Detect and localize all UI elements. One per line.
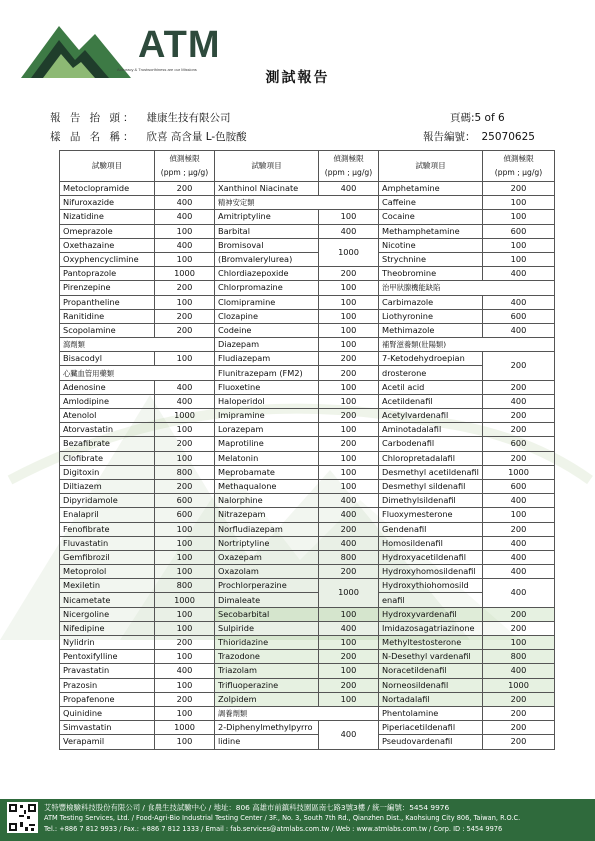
detection-limit-cell: 200 (319, 650, 379, 664)
test-item-cell: Triazolam (215, 664, 319, 678)
test-item-cell: Omeprazole (60, 224, 155, 238)
test-item-cell: Caffeine (379, 196, 483, 210)
detection-limit-cell: 600 (483, 479, 555, 493)
detection-limit-cell: 100 (319, 692, 379, 706)
test-item-cell: Sulpiride (215, 621, 319, 635)
test-item-cell: 2-Diphenylmethylpyrro (215, 721, 319, 735)
test-item-cell: Lorazepam (215, 423, 319, 437)
test-item-cell: Methaqualone (215, 479, 319, 493)
detection-limit-cell: 1000 (483, 678, 555, 692)
detection-limit-cell: 200 (483, 621, 555, 635)
detection-limit-cell: 100 (319, 465, 379, 479)
results-table (59, 150, 555, 750)
test-item-cell: Fenofibrate (60, 522, 155, 536)
table-row (60, 479, 555, 493)
detection-limit-cell: 400 (483, 394, 555, 408)
detection-limit-cell: 1000 (483, 465, 555, 479)
test-item-cell: Pseudovardenafil (379, 735, 483, 749)
detection-limit-cell: 100 (155, 451, 215, 465)
category-cell: 調養劑類 (215, 706, 379, 720)
detection-limit-cell: 600 (155, 508, 215, 522)
detection-limit-cell: 200 (483, 380, 555, 394)
table-row (60, 437, 555, 451)
detection-limit-cell: 400 (483, 579, 555, 607)
table-row (60, 423, 555, 437)
detection-limit-cell: 400 (319, 508, 379, 522)
test-item-cell: Nizatidine (60, 210, 155, 224)
detection-limit-cell: 100 (155, 224, 215, 238)
detection-limit-cell: 100 (483, 636, 555, 650)
detection-limit-cell: 800 (155, 465, 215, 479)
test-item-cell: Piperiacetildenafil (379, 721, 483, 735)
detection-limit-cell: 400 (319, 536, 379, 550)
test-item-cell: Dimaleate (215, 593, 319, 607)
header-limit: 偵測極限 (ppm ; μg/g) (319, 151, 379, 182)
table-row (60, 706, 555, 720)
detection-limit-cell: 100 (319, 479, 379, 493)
test-item-cell: Fludiazepam (215, 352, 319, 366)
table-row (60, 224, 555, 238)
test-item-cell: Barbital (215, 224, 319, 238)
detection-limit-cell: 1000 (319, 238, 379, 266)
detection-limit-cell: 200 (483, 522, 555, 536)
test-item-cell: Dipyridamole (60, 494, 155, 508)
footer-contact: Tel.: +886 7 812 9933 / Fax.: +886 7 812 1333 / Email : fab.services@atmlabs.com.tw / Web : www.atmlabs.com.tw / Corp. ID : 5454 9976 (44, 825, 503, 833)
detection-limit-cell: 100 (155, 352, 215, 366)
detection-limit-cell: 200 (319, 352, 379, 366)
detection-limit-cell: 100 (319, 607, 379, 621)
test-item-cell: Clozapine (215, 309, 319, 323)
detection-limit-cell: 200 (319, 366, 379, 380)
test-item-cell: Nalorphine (215, 494, 319, 508)
test-item-cell: Amitriptyline (215, 210, 319, 224)
sample-row (50, 129, 247, 144)
page-number: 頁碼:5 of 6 (450, 112, 505, 124)
sample-value: 欣喜 高含量 L-色胺酸 (146, 131, 247, 143)
test-item-cell: Clofibrate (60, 451, 155, 465)
detection-limit-cell: 100 (319, 423, 379, 437)
table-row (60, 252, 555, 266)
test-item-cell: Fluvastatin (60, 536, 155, 550)
test-item-cell: Hydroxythiohomosild (379, 579, 483, 593)
table-row (60, 636, 555, 650)
test-item-cell: Atorvastatin (60, 423, 155, 437)
category-cell: 心臟血管用藥類 (60, 366, 215, 380)
test-item-cell: Cocaine (379, 210, 483, 224)
test-item-cell: Amlodipine (60, 394, 155, 408)
detection-limit-cell: 100 (155, 252, 215, 266)
table-row (60, 182, 555, 196)
detection-limit-cell: 400 (319, 494, 379, 508)
detection-limit-cell: 100 (319, 380, 379, 394)
detection-limit-cell: 400 (483, 565, 555, 579)
table-row (60, 451, 555, 465)
detection-limit-cell: 100 (319, 636, 379, 650)
detection-limit-cell: 400 (155, 238, 215, 252)
table-row (60, 621, 555, 635)
detection-limit-cell: 200 (483, 423, 555, 437)
test-item-cell: Zolpidem (215, 692, 319, 706)
table-row (60, 579, 555, 593)
table-row (60, 664, 555, 678)
test-item-cell: Melatonin (215, 451, 319, 465)
detection-limit-cell: 200 (483, 735, 555, 749)
table-row (60, 522, 555, 536)
table-row (60, 196, 555, 210)
detection-limit-cell: 400 (155, 380, 215, 394)
detection-limit-cell: 200 (155, 636, 215, 650)
table-row (60, 678, 555, 692)
detection-limit-cell: 200 (319, 267, 379, 281)
table-row (60, 692, 555, 706)
test-item-cell: Pravastatin (60, 664, 155, 678)
header-item: 試驗項目 (60, 151, 155, 182)
detection-limit-cell: 100 (155, 565, 215, 579)
detection-limit-cell: 100 (319, 323, 379, 337)
detection-limit-cell: 1000 (155, 409, 215, 423)
test-item-cell: Diazepam (215, 338, 319, 352)
detection-limit-cell: 1000 (319, 579, 379, 607)
detection-limit-cell: 100 (319, 309, 379, 323)
test-item-cell: Carbodenafil (379, 437, 483, 451)
report-number-row (423, 129, 535, 144)
detection-limit-cell: 100 (155, 423, 215, 437)
detection-limit-cell: 400 (319, 182, 379, 196)
test-item-cell: lidine (215, 735, 319, 749)
detection-limit-cell: 100 (319, 210, 379, 224)
test-item-cell: drosterone (379, 366, 483, 380)
test-item-cell: Dimethylsildenafil (379, 494, 483, 508)
test-item-cell: Adenosine (60, 380, 155, 394)
test-item-cell: Acetildenafil (379, 394, 483, 408)
detection-limit-cell: 400 (483, 295, 555, 309)
detection-limit-cell: 400 (483, 323, 555, 337)
detection-limit-cell: 200 (319, 437, 379, 451)
logo-tagline: Accuracy & Trustworthiness are our Missions (117, 67, 197, 72)
test-item-cell: Nylidrin (60, 636, 155, 650)
detection-limit-cell: 400 (319, 721, 379, 749)
test-item-cell: Nicotine (379, 238, 483, 252)
detection-limit-cell: 200 (155, 323, 215, 337)
detection-limit-cell: 400 (483, 664, 555, 678)
test-item-cell: Simvastatin (60, 721, 155, 735)
test-item-cell: enafil (379, 593, 483, 607)
test-item-cell: Theobromine (379, 267, 483, 281)
test-item-cell: Liothyronine (379, 309, 483, 323)
test-item-cell: Pantoprazole (60, 267, 155, 281)
detection-limit-cell: 200 (319, 522, 379, 536)
detection-limit-cell: 100 (483, 196, 555, 210)
detection-limit-cell: 400 (483, 267, 555, 281)
test-item-cell: Hydroxyacetildenafil (379, 550, 483, 564)
test-item-cell: Atenolol (60, 409, 155, 423)
detection-limit-cell: 200 (483, 352, 555, 380)
test-item-cell: Gemfibrozil (60, 550, 155, 564)
test-item-cell: Carbimazole (379, 295, 483, 309)
test-item-cell: Flunitrazepam (FM2) (215, 366, 319, 380)
detection-limit-cell: 100 (155, 678, 215, 692)
detection-limit-cell: 200 (319, 678, 379, 692)
detection-limit-cell: 800 (483, 650, 555, 664)
detection-limit-cell: 100 (483, 210, 555, 224)
table-row (60, 593, 555, 607)
table-row (60, 735, 555, 749)
test-item-cell: Methamphetamine (379, 224, 483, 238)
test-item-cell: Chloropretadalafil (379, 451, 483, 465)
detection-limit-cell: 100 (155, 536, 215, 550)
detection-limit-cell: 100 (155, 550, 215, 564)
test-item-cell: Aminotadalafil (379, 423, 483, 437)
test-item-cell: Trazodone (215, 650, 319, 664)
detection-limit-cell: 100 (319, 281, 379, 295)
detection-limit-cell: 100 (155, 650, 215, 664)
test-item-cell: Codeine (215, 323, 319, 337)
table-row (60, 536, 555, 550)
test-item-cell: Fluoxymesterone (379, 508, 483, 522)
detection-limit-cell: 400 (483, 536, 555, 550)
header-limit: 偵測極限 (ppm ; μg/g) (483, 151, 555, 182)
test-item-cell: Metoprolol (60, 565, 155, 579)
test-item-cell: Hydroxyvardenafil (379, 607, 483, 621)
detection-limit-cell: 200 (155, 309, 215, 323)
table-row (60, 721, 555, 735)
test-item-cell: Imipramine (215, 409, 319, 423)
test-item-cell: Maprotiline (215, 437, 319, 451)
test-item-cell: N-Desethyl vardenafil (379, 650, 483, 664)
test-item-cell: Chlordiazepoxide (215, 267, 319, 281)
detection-limit-cell: 400 (483, 494, 555, 508)
sample-label: 樣 品 名 稱： (50, 131, 137, 143)
test-item-cell: Noracetildenafil (379, 664, 483, 678)
detection-limit-cell: 1000 (155, 593, 215, 607)
detection-limit-cell: 400 (319, 224, 379, 238)
test-item-cell: Haloperidol (215, 394, 319, 408)
report-number-label: 報告編號： (423, 131, 476, 143)
test-item-cell: Scopolamine (60, 323, 155, 337)
test-item-cell: Methyltestosterone (379, 636, 483, 650)
table-row (60, 309, 555, 323)
detection-limit-cell: 200 (483, 721, 555, 735)
test-item-cell: Propafenone (60, 692, 155, 706)
table-row (60, 494, 555, 508)
detection-limit-cell: 400 (155, 210, 215, 224)
test-item-cell: Secobarbital (215, 607, 319, 621)
test-item-cell: Norneosildenafil (379, 678, 483, 692)
report-number-value: 25070625 (481, 131, 535, 143)
test-item-cell: Strychnine (379, 252, 483, 266)
test-item-cell: Oxethazaine (60, 238, 155, 252)
table-row (60, 409, 555, 423)
footer-company-zh: 艾特豐檢驗科技股份有限公司 / 食農生技試驗中心 / 地址：806 高雄市前鎮科技園區南七路3號3樓 / 統一編號：5454 9976 (44, 803, 450, 812)
table-row (60, 338, 555, 352)
detection-limit-cell: 600 (483, 224, 555, 238)
detection-limit-cell: 200 (483, 451, 555, 465)
test-item-cell: Gendenafil (379, 522, 483, 536)
detection-limit-cell: 100 (319, 295, 379, 309)
detection-limit-cell: 400 (155, 664, 215, 678)
table-row (60, 281, 555, 295)
test-item-cell: Digitoxin (60, 465, 155, 479)
table-row (60, 366, 555, 380)
test-item-cell: Hydroxyhomosildenafil (379, 565, 483, 579)
detection-limit-cell: 100 (319, 664, 379, 678)
test-item-cell: Amphetamine (379, 182, 483, 196)
category-cell: 治甲狀腺機能缺陷 (379, 281, 555, 295)
detection-limit-cell: 100 (319, 394, 379, 408)
test-item-cell: Acetil acid (379, 380, 483, 394)
table-row (60, 210, 555, 224)
test-item-cell: Prazosin (60, 678, 155, 692)
detection-limit-cell: 400 (155, 196, 215, 210)
test-item-cell: Pirenzepine (60, 281, 155, 295)
table-row (60, 394, 555, 408)
test-item-cell: Thioridazine (215, 636, 319, 650)
footer-company-en: ATM Testing Services, Ltd. / Food-Agri-Bio Industrial Testing Center / 3F., No. 3, South 7th Rd., Qianzhen Dist., Kaohsiung City 806, Taiwan, R.O.C. (44, 814, 521, 822)
detection-limit-cell: 800 (319, 550, 379, 564)
header-item: 試驗項目 (379, 151, 483, 182)
test-item-cell: Prochlorperazine (215, 579, 319, 593)
detection-limit-cell: 100 (155, 522, 215, 536)
test-item-cell: Nifedipine (60, 621, 155, 635)
detection-limit-cell: 200 (155, 692, 215, 706)
table-row (60, 650, 555, 664)
detection-limit-cell: 200 (319, 409, 379, 423)
test-item-cell: Oxazepam (215, 550, 319, 564)
table-row (60, 323, 555, 337)
table-row (60, 267, 555, 281)
table-row (60, 607, 555, 621)
detection-limit-cell: 100 (155, 295, 215, 309)
detection-limit-cell: 100 (319, 338, 379, 352)
detection-limit-cell: 600 (483, 309, 555, 323)
table-row (60, 550, 555, 564)
test-item-cell: Mexiletin (60, 579, 155, 593)
test-item-cell: Propantheline (60, 295, 155, 309)
logo-wordmark: ATM (138, 24, 221, 66)
test-item-cell: Bisacodyl (60, 352, 155, 366)
test-item-cell: Nortriptyline (215, 536, 319, 550)
detection-limit-cell: 1000 (155, 267, 215, 281)
test-item-cell: Verapamil (60, 735, 155, 749)
detection-limit-cell: 400 (155, 394, 215, 408)
page-title: 測試報告 (265, 70, 330, 86)
qr-code-icon (7, 802, 38, 833)
detection-limit-cell: 600 (483, 437, 555, 451)
test-item-cell: Metoclopramide (60, 182, 155, 196)
detection-limit-cell: 100 (155, 607, 215, 621)
detection-limit-cell: 100 (483, 252, 555, 266)
detection-limit-cell: 400 (319, 621, 379, 635)
test-item-cell: Chlorpromazine (215, 281, 319, 295)
test-item-cell: Desmethyl acetildenafil (379, 465, 483, 479)
table-header-row (60, 151, 555, 182)
applicant-value: 雄康生技有限公司 (146, 112, 231, 124)
test-item-cell: 7-Ketodehydroepian (379, 352, 483, 366)
test-item-cell: Clomipramine (215, 295, 319, 309)
test-item-cell: Pentoxifylline (60, 650, 155, 664)
detection-limit-cell: 200 (155, 281, 215, 295)
detection-limit-cell: 100 (483, 508, 555, 522)
test-item-cell: Nitrazepam (215, 508, 319, 522)
detection-limit-cell: 200 (155, 437, 215, 451)
detection-limit-cell: 100 (155, 706, 215, 720)
test-item-cell: Nicergoline (60, 607, 155, 621)
table-row (60, 295, 555, 309)
table-row (60, 352, 555, 366)
table-row (60, 465, 555, 479)
table-row (60, 380, 555, 394)
test-item-cell: Imidazosagatriazinone (379, 621, 483, 635)
test-item-cell: Trifluoperazine (215, 678, 319, 692)
detection-limit-cell: 200 (483, 182, 555, 196)
detection-limit-cell: 100 (483, 238, 555, 252)
test-item-cell: Oxazolam (215, 565, 319, 579)
header-limit: 偵測極限 (ppm ; μg/g) (155, 151, 215, 182)
test-item-cell: Acetylvardenafil (379, 409, 483, 423)
test-item-cell: Ranitidine (60, 309, 155, 323)
category-cell: 精神安定類 (215, 196, 379, 210)
detection-limit-cell: 100 (155, 735, 215, 749)
detection-limit-cell: 200 (483, 706, 555, 720)
test-item-cell: Norfludiazepam (215, 522, 319, 536)
test-item-cell: Desmethyl sildenafil (379, 479, 483, 493)
applicant-label: 報 告 抬 頭： (50, 112, 137, 124)
table-body (60, 182, 555, 750)
detection-limit-cell: 600 (155, 494, 215, 508)
test-item-cell: Enalapril (60, 508, 155, 522)
test-item-cell: Fluoxetine (215, 380, 319, 394)
table-row (60, 508, 555, 522)
detection-limit-cell: 400 (483, 550, 555, 564)
test-item-cell: Nortadalafil (379, 692, 483, 706)
detection-limit-cell: 200 (155, 479, 215, 493)
detection-limit-cell: 200 (483, 692, 555, 706)
detection-limit-cell: 200 (155, 182, 215, 196)
detection-limit-cell: 800 (155, 579, 215, 593)
test-item-cell: Xanthinol Niacinate (215, 182, 319, 196)
detection-limit-cell: 100 (155, 621, 215, 635)
header-item: 試驗項目 (215, 151, 319, 182)
test-item-cell: Nifuroxazide (60, 196, 155, 210)
test-item-cell: Diltiazem (60, 479, 155, 493)
test-item-cell: Oxyphencyclimine (60, 252, 155, 266)
test-item-cell: Homosildenafil (379, 536, 483, 550)
test-item-cell: Nicametate (60, 593, 155, 607)
detection-limit-cell: 200 (483, 409, 555, 423)
category-cell: 瀉劑類 (60, 338, 215, 352)
test-item-cell: Meprobamate (215, 465, 319, 479)
test-item-cell: (Bromvalerylurea) (215, 252, 319, 266)
detection-limit-cell: 200 (483, 607, 555, 621)
table-row (60, 238, 555, 252)
test-item-cell: Quinidine (60, 706, 155, 720)
detection-limit-cell: 1000 (155, 721, 215, 735)
detection-limit-cell: 200 (319, 565, 379, 579)
test-item-cell: Bromisoval (215, 238, 319, 252)
category-cell: 補腎滋養類(壯陽類) (379, 338, 555, 352)
test-item-cell: Phentolamine (379, 706, 483, 720)
table-row (60, 565, 555, 579)
test-item-cell: Methimazole (379, 323, 483, 337)
test-item-cell: Bezafibrate (60, 437, 155, 451)
detection-limit-cell: 100 (319, 451, 379, 465)
applicant-row (50, 110, 231, 125)
